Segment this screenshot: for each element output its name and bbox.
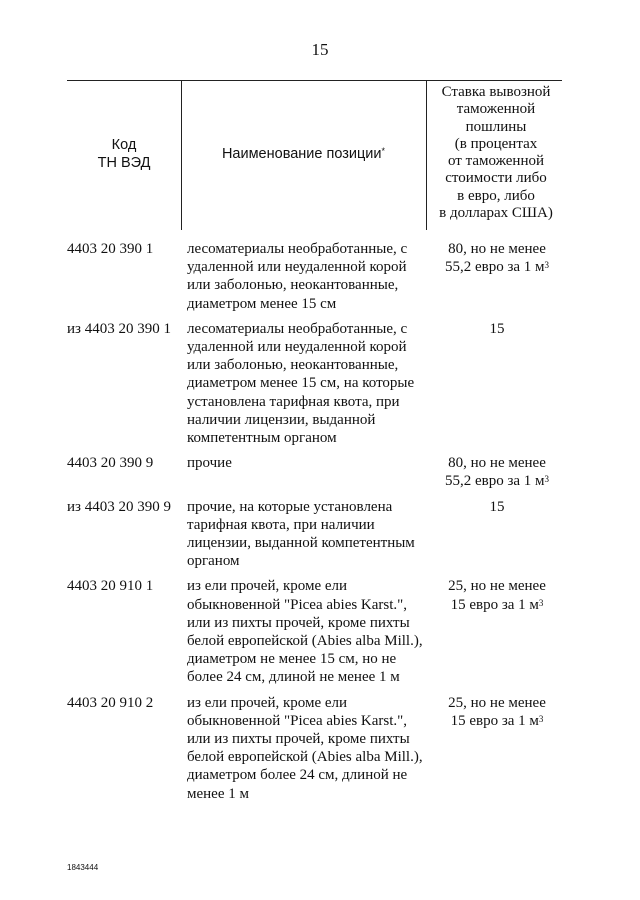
row-name-line: диаметром более 24 см, длиной не: [187, 767, 408, 784]
row-name-line: удаленной или неудаленной корой: [187, 339, 407, 356]
row-name: [185, 577, 425, 686]
row-rate-line: [427, 577, 567, 595]
header-name-text: Наименование позиции: [221, 146, 382, 162]
row-rate-line: [427, 320, 567, 338]
row-name-line: более 24 см, длиной не менее 1 м: [187, 669, 400, 686]
header-code-line: Код: [111, 137, 137, 153]
row-name-line: или заболонью, неокантованные,: [187, 357, 399, 374]
row-rate-line: [427, 240, 567, 258]
row-rate: [425, 498, 567, 571]
row-name-line: наличии лицензии, выданной: [187, 411, 376, 428]
row-name-line: прочие, на которые установлена: [187, 498, 393, 515]
footnote-mark: *: [381, 146, 386, 156]
header-rate-line: пошлины: [465, 118, 527, 135]
row-name-line: диаметром менее 15 см, на которые: [187, 375, 415, 392]
table-row: [67, 454, 567, 490]
row-name-line: обыкновенной "Picea abies Karst.",: [187, 712, 408, 729]
row-name-line: тарифная квота, при наличии: [187, 516, 375, 533]
row-name: [185, 454, 425, 490]
document-id: 1843444: [67, 863, 99, 872]
row-rate-line: [427, 258, 567, 276]
row-name-line: лесоматериалы необработанные, с: [187, 320, 408, 337]
row-rate-text: 25, но не менее: [448, 694, 546, 711]
header-rate-line: (в процентах: [454, 135, 538, 152]
row-code: 4403 20 390 9: [67, 455, 154, 472]
table-row: [67, 240, 567, 313]
row-name: [185, 320, 425, 447]
cubic-superscript: 3: [544, 474, 550, 485]
row-rate: [425, 577, 567, 686]
row-name-line: диаметром не менее 15 см, но не: [187, 651, 397, 668]
row-name-line: или из пихты прочей, кроме пихты: [187, 614, 410, 631]
row-name-line: лицензии, выданной компетентным: [187, 535, 415, 552]
cubic-superscript: 3: [538, 597, 544, 608]
header-rate-line: в евро, либо: [457, 187, 535, 204]
row-rate: [425, 320, 567, 447]
cubic-superscript: 3: [544, 260, 550, 271]
row-name: [185, 240, 425, 313]
header-rate-line: от таможенной: [447, 153, 545, 170]
row-name-line: лесоматериалы необработанные, с: [187, 241, 408, 257]
row-name-line: диаметром менее 15 см: [187, 295, 337, 312]
row-rate-text: 15 евро за 1 м: [450, 596, 539, 613]
row-name-line: или заболонью, неокантованные,: [187, 277, 399, 294]
row-code: 4403 20 390 1: [67, 241, 154, 257]
row-name-line: компетентным органом: [187, 430, 337, 447]
row-name-line: установлена тарифная квота, при: [187, 393, 400, 410]
row-name-line: прочие: [187, 455, 232, 472]
row-name-line: или из пихты прочей, кроме пихты: [187, 731, 410, 748]
table-top-rule: [67, 80, 562, 81]
header-rate: [426, 84, 566, 222]
row-name-line: органом: [187, 553, 240, 570]
row-rate-text: 55,2 евро за 1 м: [444, 473, 545, 490]
row-name: [185, 694, 425, 803]
row-name-line: из ели прочей, кроме ели: [187, 694, 348, 711]
table-row: [67, 320, 567, 447]
row-name-line: из ели прочей, кроме ели: [187, 578, 348, 595]
header-rate-line: Ставка вывозной: [441, 84, 551, 100]
row-code: из 4403 20 390 9: [67, 498, 171, 515]
row-rate-text: 80, но не менее: [448, 455, 546, 472]
row-code: 4403 20 910 2: [67, 694, 154, 711]
row-rate-line: [427, 694, 567, 712]
header-rate-line: в долларах США): [439, 205, 553, 222]
row-rate: [425, 454, 567, 490]
row-rate-line: [427, 712, 567, 730]
row-rate-text: 15 евро за 1 м: [450, 712, 539, 729]
row-name-line: белой европейской (Abies alba Mill.),: [187, 749, 423, 766]
row-name-line: обыкновенной "Picea abies Karst.",: [187, 596, 408, 613]
header-name: [181, 145, 426, 163]
header-code-line: ТН ВЭД: [97, 155, 151, 171]
header-code: [67, 136, 181, 172]
row-rate-text: 15: [489, 498, 505, 515]
header-rate-line: таможенной: [456, 101, 536, 118]
row-name-line: белой европейской (Abies alba Mill.),: [187, 633, 423, 650]
row-rate-line: [427, 472, 567, 490]
row-rate-text: 15: [489, 320, 505, 337]
row-name-line: менее 1 м: [187, 785, 249, 802]
row-rate: [425, 240, 567, 313]
table-row: [67, 577, 567, 686]
row-rate-text: 55,2 евро за 1 м: [444, 259, 545, 276]
row-code: 4403 20 910 1: [67, 578, 154, 595]
table-row: [67, 498, 567, 571]
row-code: из 4403 20 390 1: [67, 320, 171, 337]
row-rate-line: [427, 596, 567, 614]
page-number: 15: [311, 40, 329, 59]
table-body: [67, 240, 567, 810]
row-rate-line: [427, 498, 567, 516]
cubic-superscript: 3: [538, 713, 544, 724]
row-rate-line: [427, 454, 567, 472]
row-rate: [425, 694, 567, 803]
table-row: [67, 694, 567, 803]
header-rate-line: стоимости либо: [445, 170, 547, 187]
row-rate-text: 25, но не менее: [448, 578, 546, 595]
row-name: [185, 498, 425, 571]
row-rate-text: 80, но не менее: [448, 241, 546, 257]
row-name-line: удаленной или неудаленной корой: [187, 259, 407, 276]
